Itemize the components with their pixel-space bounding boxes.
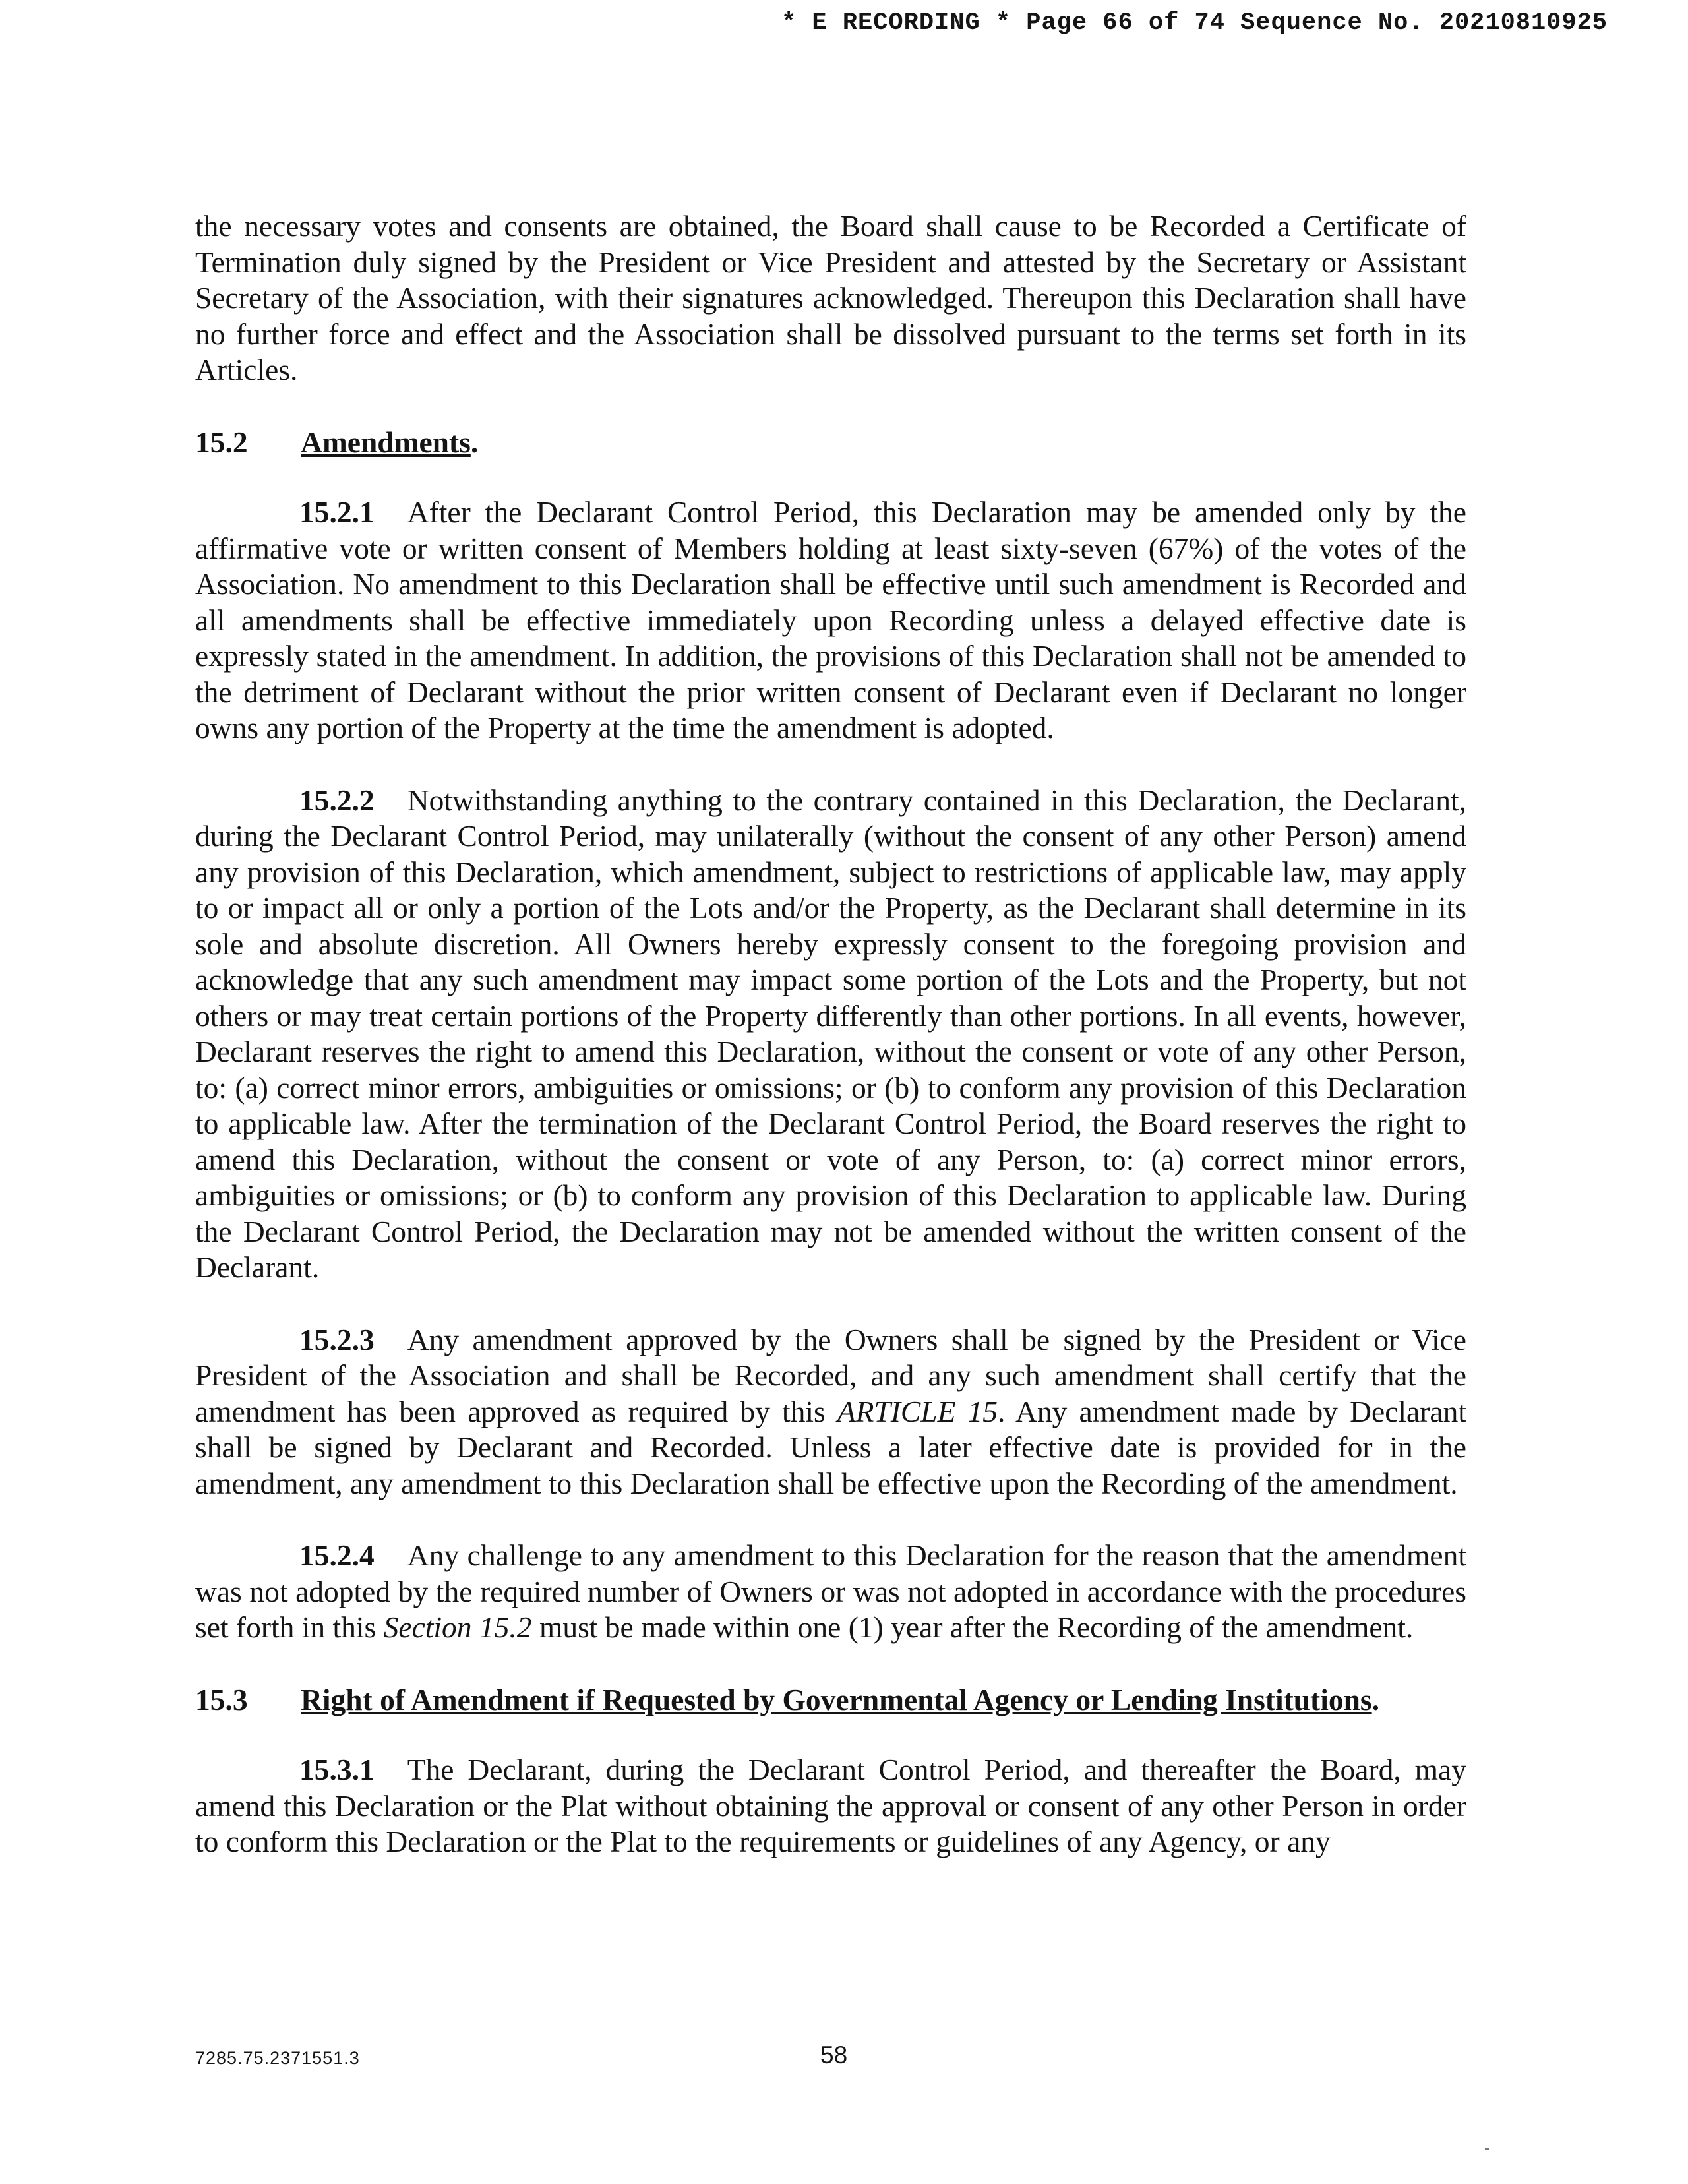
section-title: Amendments — [301, 425, 471, 459]
section-title-suffix: . — [1372, 1682, 1379, 1716]
recording-header: * E RECORDING * Page 66 of 74 Sequence No. 20210810925 — [781, 9, 1608, 37]
subsection-number: 15.2.3 — [299, 1322, 375, 1356]
article-reference: ARTICLE 15 — [837, 1394, 998, 1428]
subsection-15-3-1 — [195, 1752, 1466, 1860]
section-heading-15-3 — [195, 1682, 1466, 1718]
subsection-text: Notwithstanding anything to the contrary contained in this Declaration, the Declarant, during the Declarant Control Period, may unilaterally (without the consent of any other Person) amend any provision of this Declaration, which amendment, subject to restrictions of applicable law, may apply to or impact all or only a portion of the Lots and/or the Property, as the Declarant shall determine in its sole and absolute discretion. All Owners hereby expressly consent to the foregoing provision and acknowledge that any such amendment may impact some portion of the Lots and the Property, but not others or may treat certain portions of the Property differently than other portions. In all events, however, Declarant reserves the right to amend this Declaration, without the consent or vote of any other Person, to: (a) correct minor errors, ambiguities or omissions; or (b) to conform any provision of this Declaration to applicable law. After the termination of the Declarant Control Period, the Board reserves the right to amend this Declaration, without the consent or vote of any Person, to: (a) correct minor errors, ambiguities or omissions; or (b) to conform any provision of this Declaration to applicable law. During the Declarant Control Period, the Declaration may not be amended without the written consent of the Declarant. — [195, 783, 1466, 1284]
intro-paragraph: the necessary votes and consents are obtained, the Board shall cause to be Recorded a Certificate of Termination duly signed by the President or Vice President and attested by the Secretary or Assistant Secretary of the Association, with their signatures acknowledged. Thereupon this Declaration shall have no further force and effect and the Association shall be dissolved pursuant to the terms set forth in its Articles. — [195, 209, 1466, 386]
subsection-text: Any amendment approved by the Owners shall be signed by the President or Vice President of the Association and shall be Recorded, and any such amendment shall certify that the amendment has been approved as required by this — [195, 1322, 1466, 1428]
section-title-suffix: . — [470, 425, 479, 459]
subsection-text: After the Declarant Control Period, this Declaration may be amended only by the affirmative vote or written consent of Members holding at least sixty-seven (67%) of the votes of the Association. No amendment to this Declaration shall be effective until such amendment is Recorded and all amendments shall be effective immediately upon Recording unless a delayed effective date is expressly stated in the amendment. In addition, the provisions of this Declaration shall not be amended to the detriment of Declarant without the prior written consent of Declarant even if Declarant no longer owns any portion of the Property at the time the amendment is adopted. — [195, 495, 1466, 744]
section-number: 15.2 — [195, 425, 248, 459]
subsection-text: The Declarant, during the Declarant Control Period, and thereafter the Board, may amend this Declaration or the Plat without obtaining the approval or consent of any other Person in order to conform this Declaration or the Plat to the requirements or guidelines of any Agency, or any — [195, 1753, 1466, 1858]
subsection-15-2-3 — [195, 1322, 1466, 1502]
subsection-15-2-2 — [195, 783, 1466, 1286]
document-body — [195, 208, 1466, 1896]
section-heading-15-2 — [195, 425, 1466, 461]
footer-page-number: 58 — [820, 2042, 848, 2069]
subsection-text-continued: . Any amendment made by Declarant shall be signed by Declarant and Recorded. Unless a later effective date is provided for in the amendment, any amendment to this Declaration shall be effective upon the Recording of the amendment. — [195, 1394, 1466, 1500]
subsection-number: 15.2.1 — [299, 495, 375, 529]
section-title: Right of Amendment if Requested by Governmental Agency or Lending Institutions — [301, 1682, 1372, 1716]
scan-speck — [1485, 2148, 1489, 2150]
subsection-text-continued: must be made within one (1) year after the Recording of the amendment. — [531, 1610, 1414, 1644]
section-reference: Section 15.2 — [383, 1610, 532, 1644]
subsection-15-2-1 — [195, 495, 1466, 746]
subsection-number: 15.2.2 — [299, 783, 375, 817]
subsection-number: 15.3.1 — [299, 1753, 375, 1786]
subsection-15-2-4 — [195, 1538, 1466, 1646]
subsection-text: Any challenge to any amendment to this Declaration for the reason that the amendment was not adopted by the required number of Owners or was not adopted in accordance with the procedures set forth in this — [195, 1538, 1466, 1644]
footer-document-id: 7285.75.2371551.3 — [195, 2048, 360, 2068]
section-number: 15.3 — [195, 1682, 248, 1716]
subsection-number: 15.2.4 — [299, 1538, 375, 1572]
